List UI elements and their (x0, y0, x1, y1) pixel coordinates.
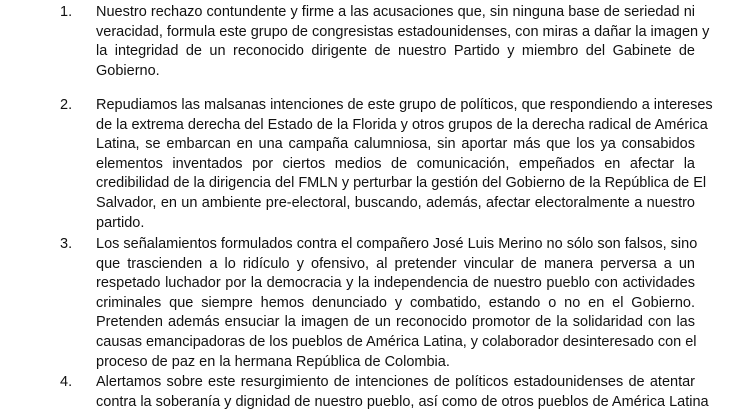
text-line: Salvador, en un ambiente pre-electoral, buscando, además, afectar electoralmente a nuestro (96, 194, 695, 211)
text-line: de la extrema derecha del Estado de la Florida y otros grupos de la derecha radical de América (96, 116, 708, 133)
paragraph-2 (96, 96, 713, 233)
text-line: que trascienden a lo ridículo y ofensivo, al pretender vincular de manera perversa a un (96, 255, 695, 272)
text-line: elementos inventados por ciertos medios de comunicación, empeñados en afectar la (96, 155, 695, 172)
text-line: Pretenden además ensuciar la imagen de un reconocido promotor de la solidaridad con las (96, 314, 695, 331)
text-line: Nuestro rechazo contundente y firme a las acusaciones que, sin ninguna base de seriedad ni (96, 4, 695, 20)
list-number: 3. (60, 236, 73, 252)
text-line: Latina, se embarcan en una campaña calumniosa, sin aportar más que los ya consabidos (96, 136, 695, 153)
text-line: criminales que siempre hemos denunciado y combatido, estando o no en el Gobierno. (96, 294, 695, 311)
text-line: proceso de paz en la hermana República de Colombia. (96, 353, 450, 370)
text-line: contra la soberanía y dignidad de nuestro pueblo, así como de otros pueblos de América Latina (96, 393, 709, 410)
text-line: veracidad, formula este grupo de congresistas estadounidenses, con miras a dañar la imagen y (96, 23, 710, 40)
list-number: 4. (60, 374, 73, 390)
text-line: causas emancipadoras de los pueblos de América Latina, y colaborador desinteresado con el (96, 333, 697, 350)
text-line: la integridad de un reconocido dirigente de nuestro Partido y miembro del Gabinete de (96, 43, 695, 60)
paragraph-3 (96, 235, 698, 372)
list-number: 1. (60, 4, 73, 20)
text-line: Alertamos sobre este resurgimiento de intenciones de políticos estadounidenses de atentar (96, 374, 695, 390)
text-line: credibilidad de la dirigencia del FMLN y perturbar la gestión del Gobierno de la República de El (96, 175, 707, 192)
text-line: respetado luchador por la democracia y la independencia de nuestro pueblo con actividades (96, 275, 695, 292)
paragraph-4 (96, 373, 709, 412)
text-line: Los señalamientos formulados contra el compañero José Luis Merino no sólo son falsos, sino (96, 236, 698, 252)
text-line: Gobierno. (96, 62, 160, 79)
text-line: partido. (96, 214, 145, 231)
text-line: Repudiamos las malsanas intenciones de este grupo de políticos, que respondiendo a intereses (96, 97, 713, 113)
paragraph-1 (96, 3, 710, 81)
list-number: 2. (60, 97, 73, 113)
